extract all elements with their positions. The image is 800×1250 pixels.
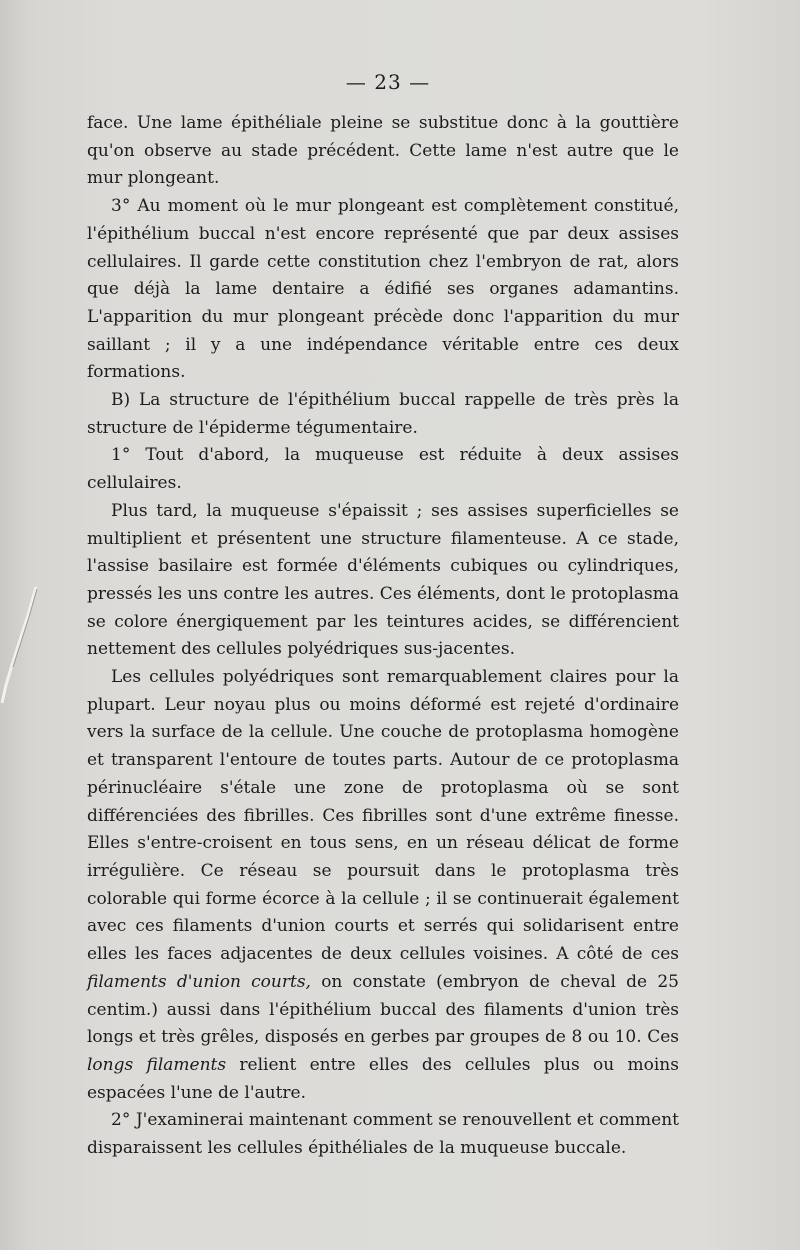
paragraph-4: 1° Tout d'abord, la muqueuse est réduite à deux assises cellulaires. <box>87 445 679 494</box>
paragraph-2: 3° Au moment où le mur plongeant est complètement constitué, l'épithélium buccal n'est encore représenté que par deux assises cellulaires. Il garde cette constitution chez l'embryon de rat, alors que déjà la lame dentaire a édifié ses organes adamantins. L'apparition du mur plongeant précède donc l'apparition du mur saillant ; il y a une indépendance véritable entre ces deux formations. <box>87 196 679 383</box>
paragraph-6 <box>87 664 679 1107</box>
page-tear-mark <box>0 585 40 705</box>
paragraph-1: face. Une lame épithéliale pleine se substitue donc à la gouttière qu'on observe au stade précédent. Cette lame n'est autre que le mur plongeant. <box>87 113 679 189</box>
paragraph-7: 2° J'examinerai maintenant comment se renouvellent et comment disparaissent les cellules épithéliales de la muqueuse buccale. <box>87 1110 679 1159</box>
paragraph-5: Plus tard, la muqueuse s'épaissit ; ses assises superficielles se multiplient et présentent une structure filamenteuse. A ce stade, l'assise basilaire est formée d'éléments cubiques ou cylindriques, pressés les uns contre les autres. Ces éléments, dont le protoplasma se colore énergiquement par les teintures acides, se différencient nettement des cellules polyédriques sus-jacentes. <box>87 500 679 660</box>
italic-longs-filaments: longs filaments <box>87 1054 227 1075</box>
page-number: — 23 — <box>345 70 431 94</box>
paragraph-6-part-3: relient entre elles des cellules plus ou moins espacées l'une de l'autre. <box>87 1054 679 1103</box>
italic-filaments-union-courts: filaments d'union courts, <box>87 971 311 992</box>
page-body <box>87 110 679 1163</box>
paragraph-6-part-2: on constate (embryon de cheval de 25 centim.) aussi dans l'épithélium buccal des filaments d'union très longs et très grêles, disposés en gerbes par groupes de 8 ou 10. Ces <box>87 971 679 1048</box>
paragraph-6-part-1: Les cellules polyédriques sont remarquablement claires pour la plupart. Leur noyau plus ou moins déformé est rejeté d'ordinaire vers la surface de la cellule. Une couche de protoplasma homogène et transparent l'entoure de toutes parts. Autour de ce protoplasma périnucléaire s'étale une zone de protoplasma où se sont différenciées des fibrilles. Ces fibrilles sont d'une extrême finesse. Elles s'entre-croisent en tous sens, en un réseau délicat de forme irrégulière. Ce réseau se poursuit dans le protoplasma très colorable qui forme écorce à la cellule ; il se continuerait également avec ces filaments d'union courts et serrés qui solidarisent entre elles les faces adjacentes de deux cellules voisines. A côté de ces <box>87 667 679 965</box>
paragraph-3: B) La structure de l'épithélium buccal rappelle de très près la structure de l'épiderme tégumentaire. <box>87 390 679 438</box>
